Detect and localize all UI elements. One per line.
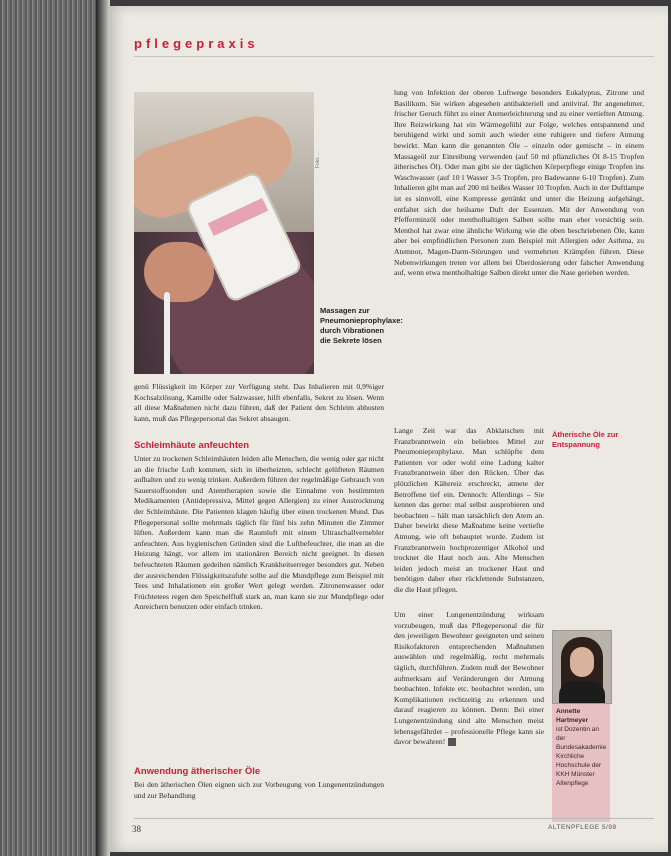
left-body-paragraph: Unter zu trockenen Schleimhäuten leiden alle Menschen, die wenig oder gar nicht an die frische Luft kommen, sich in überheizten, schlecht gelüfteten Räumen aufhalten und zu wenig trinken. Außerdem führen der regelmäßige Gebrauch von Sauerstoffsonden und Atemtherapien sowie die Einnahme von bestimmten Medikamenten (Antidepressiva, Mittel gegen Allergien) zu einer Austrocknung der Schleimhäute. Die Patienten klagen häufig über einen trockenen Mund. Das Pflegepersonal sollte mehrmals täglich für fünf bis zehn Minuten die Zimmer lüften. Außerdem kann man die Raumluft mit einem Ultraschallvernebler anfeuchten. Aus hygienischen Gründen sind die Luftbefeuchter, die man an die Heizung hängt, vor allem im stationären Bereich nicht geeignet. In diesen befeuchteten Räumen gedeihen nämlich Krankheitserreger besonders gut. Neben der ausreichenden Flüssigkeitszufuhr sollte auf die Mundpflege zum Beispiel mit Tees und Inhalationen ein großer Wert gelegt werden. Zitronenwasser oder Früchtetees regen den Speichelfluß stark an, man kann sie zur Mundpflege oder Anreichern benutzen oder einfach trinken. bbox=[134, 454, 384, 612]
book-page-edges bbox=[0, 0, 100, 856]
heading-aetherische-oele: Anwendung ätherischer Öle bbox=[134, 766, 261, 777]
portrait-body bbox=[559, 681, 605, 704]
left-intro-paragraph: genü Flüssigkeit im Körper zur Verfügung steht. Das Inhalieren mit 0,9%iger Kochsalzlösung, Kamille oder Salzwasser, hilft ebenfalls, Sekret zu lösen. Wenn all diese Maßnahmen nicht dazu führen, daß der Patient den Schleim abhusten kann, muß das Pflegepersonal das Sekret absaugen. bbox=[134, 382, 384, 423]
page-number: 38 bbox=[132, 824, 141, 834]
photo-cable bbox=[164, 292, 170, 374]
author-info-box bbox=[552, 704, 610, 822]
right-top-paragraph: lung von Infektion der oberen Luftwege besonders Eukalyptus, Zitrone und Basilikum. Sie wirken abgesehen antibakteriell und antiviral. Ihr angenehmer, frischer Geruch führt zu einer Atemerleichterung und zu einer vertieften Atmung. Ihre Reizwirkung hat ein Wärmegefühl zur Folge, welches entspannend und beruhigend wirkt und somit auch wieder eine ruhigere und tiefere Atmung bewirkt. Man kann die genannten Öle – einzeln oder gemischt – in einem Massageöl zur Einreibung verwenden (auf 50 ml pflanzliches Öl 8-15 Tropfen ätherisches Öl). Oder man gibt sie der täglichen Körperpflege einige Tropfen ins Waschwasser (auf 10 l Wasser 3-5 Tropfen, pro Badewanne 6-10 Tropfen). Zum Inhalieren gibt man auf 200 ml heißes Wasser 10 Tropfen. Auch in der Duftlampe ist es sinnvoll, eine Kompresse getränkt und unter die Heizung aufgehängt, entfaltet sich der heilsame Duft der Essenzen. Mit der Anwendung von Pfefferminzöl oder mentholhaltigen Salben sollte man eher vorsichtig sein. Menthol hat zwar eine ähnliche Wirkung wie die oben beschriebenen Öle, kann aber bei empfindlichen Personen zum Beispiel mit Allergien oder Asthma, zu Atemnot, Magen-Darm-Störungen und vermehrten Krämpfen führen. Diese Nebenwirkungen treten vor allem bei Überdosierung oder falscher Anwendung auf, wenn etwa mentholhaltige Salben direkt unter die Nase gerieben werden. bbox=[394, 88, 644, 278]
left-closing-paragraph: Bei den ätherischen Ölen eignen sich zur Vorbeugung von Lungenentzündungen und zur Behandlung bbox=[134, 780, 384, 800]
portrait-face bbox=[570, 647, 594, 677]
end-of-article-mark bbox=[448, 738, 456, 746]
footer-divider bbox=[134, 818, 654, 819]
heading-schleimhaeute: Schleimhäute anfeuchten bbox=[134, 440, 250, 451]
right-bottom-paragraph bbox=[394, 610, 544, 814]
magazine-page bbox=[108, 6, 668, 852]
photo-hand bbox=[144, 242, 214, 302]
photo-credit: Foto: ... bbox=[315, 151, 321, 168]
author-name: Annette Hartmeyer bbox=[556, 708, 589, 724]
section-header: pflegepraxis bbox=[134, 36, 259, 51]
author-bio: ist Dozentin an der Bundesakademie Kirchliche Hochschule der KKH Münster Altenpflege bbox=[556, 726, 607, 787]
magazine-issue: ALTENPFLEGE 5/98 bbox=[548, 824, 617, 831]
sidenote-heading: Ätherische Öle zur Entspannung bbox=[552, 430, 619, 449]
right-middle-paragraph: Lange Zeit war das Abklatschen mit Franzbranntwein ein beliebtes Mittel zur Pneumonieprophylaxe. Man schlüpfte dem Patienten vor oder wohl eine Ladung kalter Franzbranntwein über den Rücken. Über das plötzlichen Kältereiz erschreckt, atmete der Betroffene tief ein. Dennoch: Allerdings – Sie kennen das gerne: mal selbst ausprobieren und beobachten – hält man tatsächlich den Atem an. Daher bewirkt diese Maßnahme keine vertiefte Atmung, wie oft behauptet wurde. Zudem ist Franzbranntwein hochprozentiger Alkohol und trocknet die Haut noch aus. Alte Menschen leiden jedoch meist an trockener Haut und benötigen daher eher rückfettende Substanzen, die die Haut pflegen. bbox=[394, 426, 544, 594]
header-divider bbox=[134, 56, 654, 57]
closing-text: Um einer Lungenentzündung wirksam vorzubeugen, muß das Pflegepersonal die für den jeweiligen Bewohner geeigneten und seinen Risikofaktoren entsprechenden Maßnahmen auswählen und regelmäßig, recht mehrmals täglich, durchführen. Zudem muß der Bewohner aufmerksam auf Veränderungen der Atmung beobachten. Infekte etc. beobachtet werden, um Komplikationen rechtzeitig zu erkennen und darauf reagieren zu können. Denn: Bei einer Lungenentzündung sind alte Menschen meist lebensgefährdet – professionelle Pflege kann sie davor bewahren! bbox=[394, 610, 544, 747]
author-portrait bbox=[552, 630, 612, 704]
massage-photo bbox=[134, 92, 314, 374]
photo-caption: Massagen zur Pneumonieprophylaxe: durch Vibrationen die Sekrete lösen bbox=[320, 306, 403, 345]
